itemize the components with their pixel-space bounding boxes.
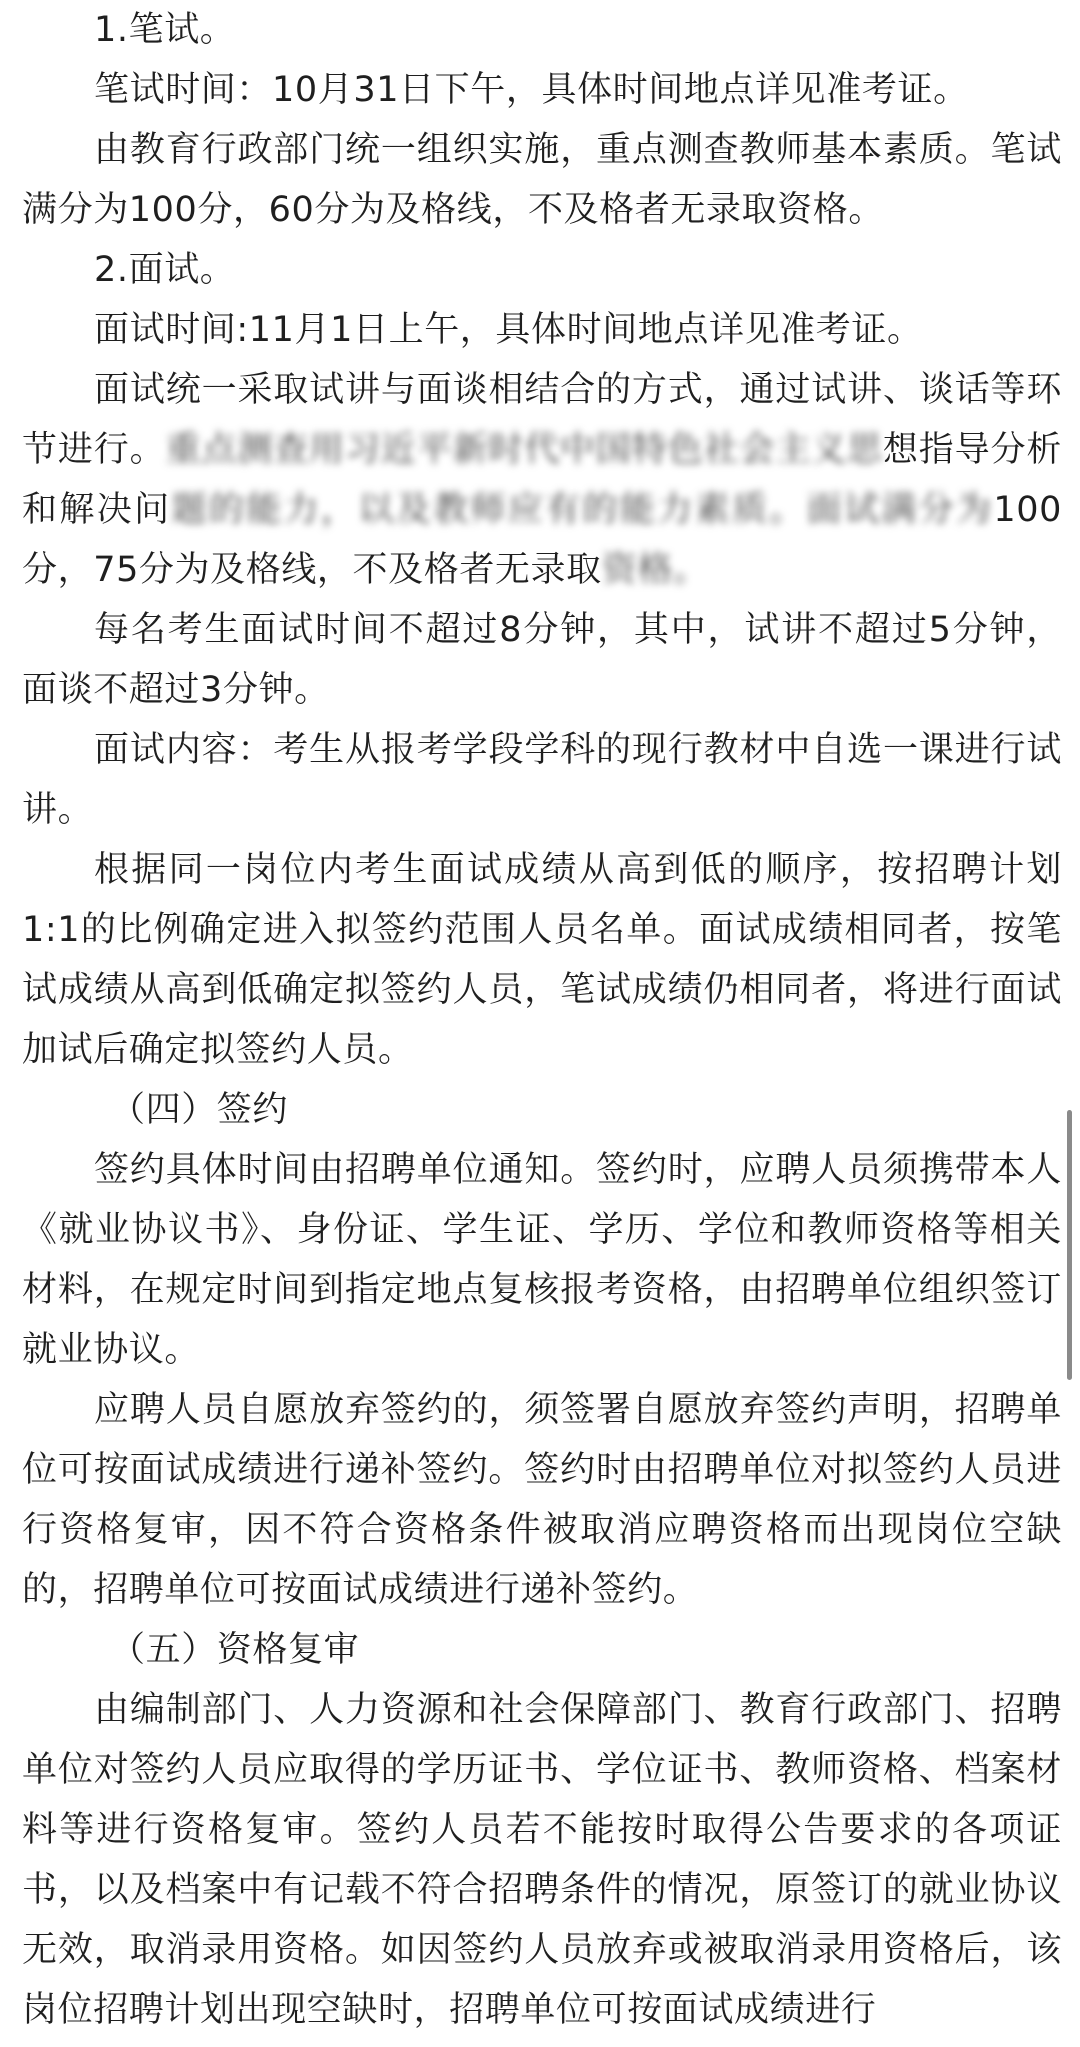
paragraph-interview-duration: 每名考生面试时间不超过8分钟，其中，试讲不超过5分钟，面谈不超过3分钟。 [22, 610, 1062, 710]
interview-method-text-b: 想指导分析和解决问 [22, 430, 1062, 530]
paragraph-interview-heading: 2.面试。 [94, 250, 236, 290]
paragraph-written-exam-heading: 1.笔试。 [94, 10, 236, 50]
scrollbar-thumb[interactable] [1067, 1110, 1072, 1380]
blurred-text-2: 题的能力，以及教师应有的能力素质。面试满分为 [171, 490, 994, 530]
paragraph-ranking-rules: 根据同一岗位内考生面试成绩从高到低的顺序，按招聘计划1:1的比例确定进入拟签约范围人员名单。面试成绩相同者，按笔试成绩从高到低确定拟签约人员，笔试成绩仍相同者，将进行面试加试后确定拟签约人员。 [22, 850, 1062, 1070]
blurred-text-1: 重点测查用习近平新时代中国特色社会主义思 [165, 430, 883, 470]
section-heading-qualification-review: （五）资格复审 [110, 1630, 360, 1670]
paragraph-qualification-review: 由编制部门、人力资源和社会保障部门、教育行政部门、招聘单位对签约人员应取得的学历证书、学位证书、教师资格、档案材料等进行资格复审。签约人员若不能按时取得公告要求的各项证书，以及档案中有记载不符合招聘条件的情况，原签订的就业协议无效，取消录用资格。如因签约人员放弃或被取消录用资格后，该岗位招聘计划出现空缺时，招聘单位可按面试成绩进行 [22, 1690, 1062, 2030]
section-heading-signing: （四）签约 [110, 1090, 289, 1130]
paragraph-written-exam-detail: 由教育行政部门统一组织实施，重点测查教师基本素质。笔试满分为100分，60分为及格线，不及格者无录取资格。 [22, 130, 1062, 230]
paragraph-written-exam-time: 笔试时间：10月31日下午，具体时间地点详见准考证。 [94, 70, 969, 110]
paragraph-interview-time: 面试时间:11月1日上午，具体时间地点详见准考证。 [94, 310, 923, 350]
interview-method-text-a: 面试统一采取试讲与面谈相结合的方式，通过试讲、谈话等环节进行。 [22, 370, 1062, 470]
document-body [22, 0, 1062, 2040]
paragraph-signing-waiver: 应聘人员自愿放弃签约的，须签署自愿放弃签约声明，招聘单位可按面试成绩进行递补签约。签约时由招聘单位对拟签约人员进行资格复审，因不符合资格条件被取消应聘资格而出现岗位空缺的，招聘单位可按面试成绩进行递补签约。 [22, 1390, 1062, 1610]
interview-method-text-c: 100分，75分为及格线，不及格者无录取 [22, 490, 1063, 590]
paragraph-interview-method [22, 360, 1062, 600]
paragraph-signing-procedure: 签约具体时间由招聘单位通知。签约时，应聘人员须携带本人《就业协议书》、身份证、学生证、学历、学位和教师资格等相关材料，在规定时间到指定地点复核报考资格，由招聘单位组织签订就业协议。 [22, 1150, 1062, 1370]
blurred-text-3: 资格。 [601, 550, 709, 590]
paragraph-interview-content: 面试内容：考生从报考学段学科的现行教材中自选一课进行试讲。 [22, 730, 1062, 830]
